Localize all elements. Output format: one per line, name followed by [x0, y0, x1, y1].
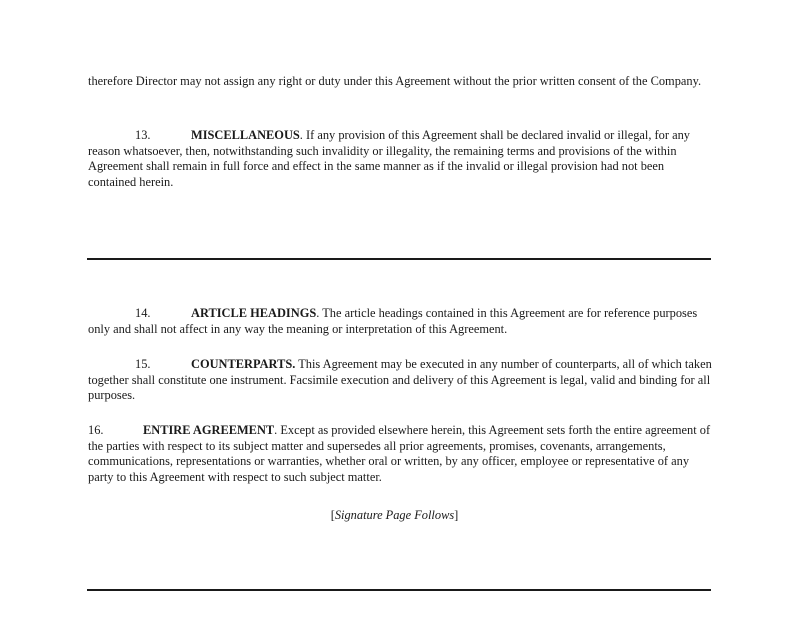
section-number: 14. — [135, 306, 151, 320]
carryover-paragraph — [88, 74, 713, 90]
section-text: . The article headings contained in this Agreement are for reference purposes only and shall not affect in any way the meaning or interpretation of this Agreement. — [88, 306, 698, 336]
section-number: 13. — [135, 128, 151, 142]
section-14 — [88, 306, 713, 337]
section-heading: MISCELLANEOUS — [191, 128, 300, 142]
section-text: . If any provision of this Agreement shall be declared invalid or illegal, for any reason whatsoever, then, notwithstanding such invalidity or illegality, the remaining terms and provisions of the within Agreement shall remain in full force and effect in the same manner as if the invalid or illegal provision had not been contained herein. — [88, 128, 690, 189]
section-heading: ENTIRE AGREEMENT — [143, 423, 275, 437]
section-13 — [88, 128, 713, 190]
signature-note-text: Signature Page Follows — [334, 508, 455, 522]
section-number: 16. — [88, 423, 104, 437]
section-heading: ARTICLE HEADINGS — [191, 306, 317, 320]
section-15 — [88, 357, 713, 404]
section-16 — [88, 423, 713, 485]
section-text: This Agreement may be executed in any number of counterparts, all of which taken together shall constitute one instrument. Facsimile execution and delivery of this Agreement is legal, valid and binding for all purposes. — [88, 357, 712, 403]
section-heading: COUNTERPARTS. — [191, 357, 296, 371]
horizontal-rule — [87, 258, 711, 260]
signature-page-note: [Signature Page Follows] — [330, 508, 459, 522]
carryover-text: therefore Director may not assign any right or duty under this Agreement without the prior written consent of the Company. — [88, 74, 702, 88]
section-number: 15. — [135, 357, 151, 371]
section-text: . Except as provided elsewhere herein, this Agreement sets forth the entire agreement of the parties with respect to its subject matter and supersedes all prior agreements, promises, covenants, arrangements, communications, representations or warranties, whether oral or written, by any officer, employee or representative of any party to this Agreement with respect to such subject matter. — [88, 423, 711, 484]
horizontal-rule — [87, 589, 711, 591]
